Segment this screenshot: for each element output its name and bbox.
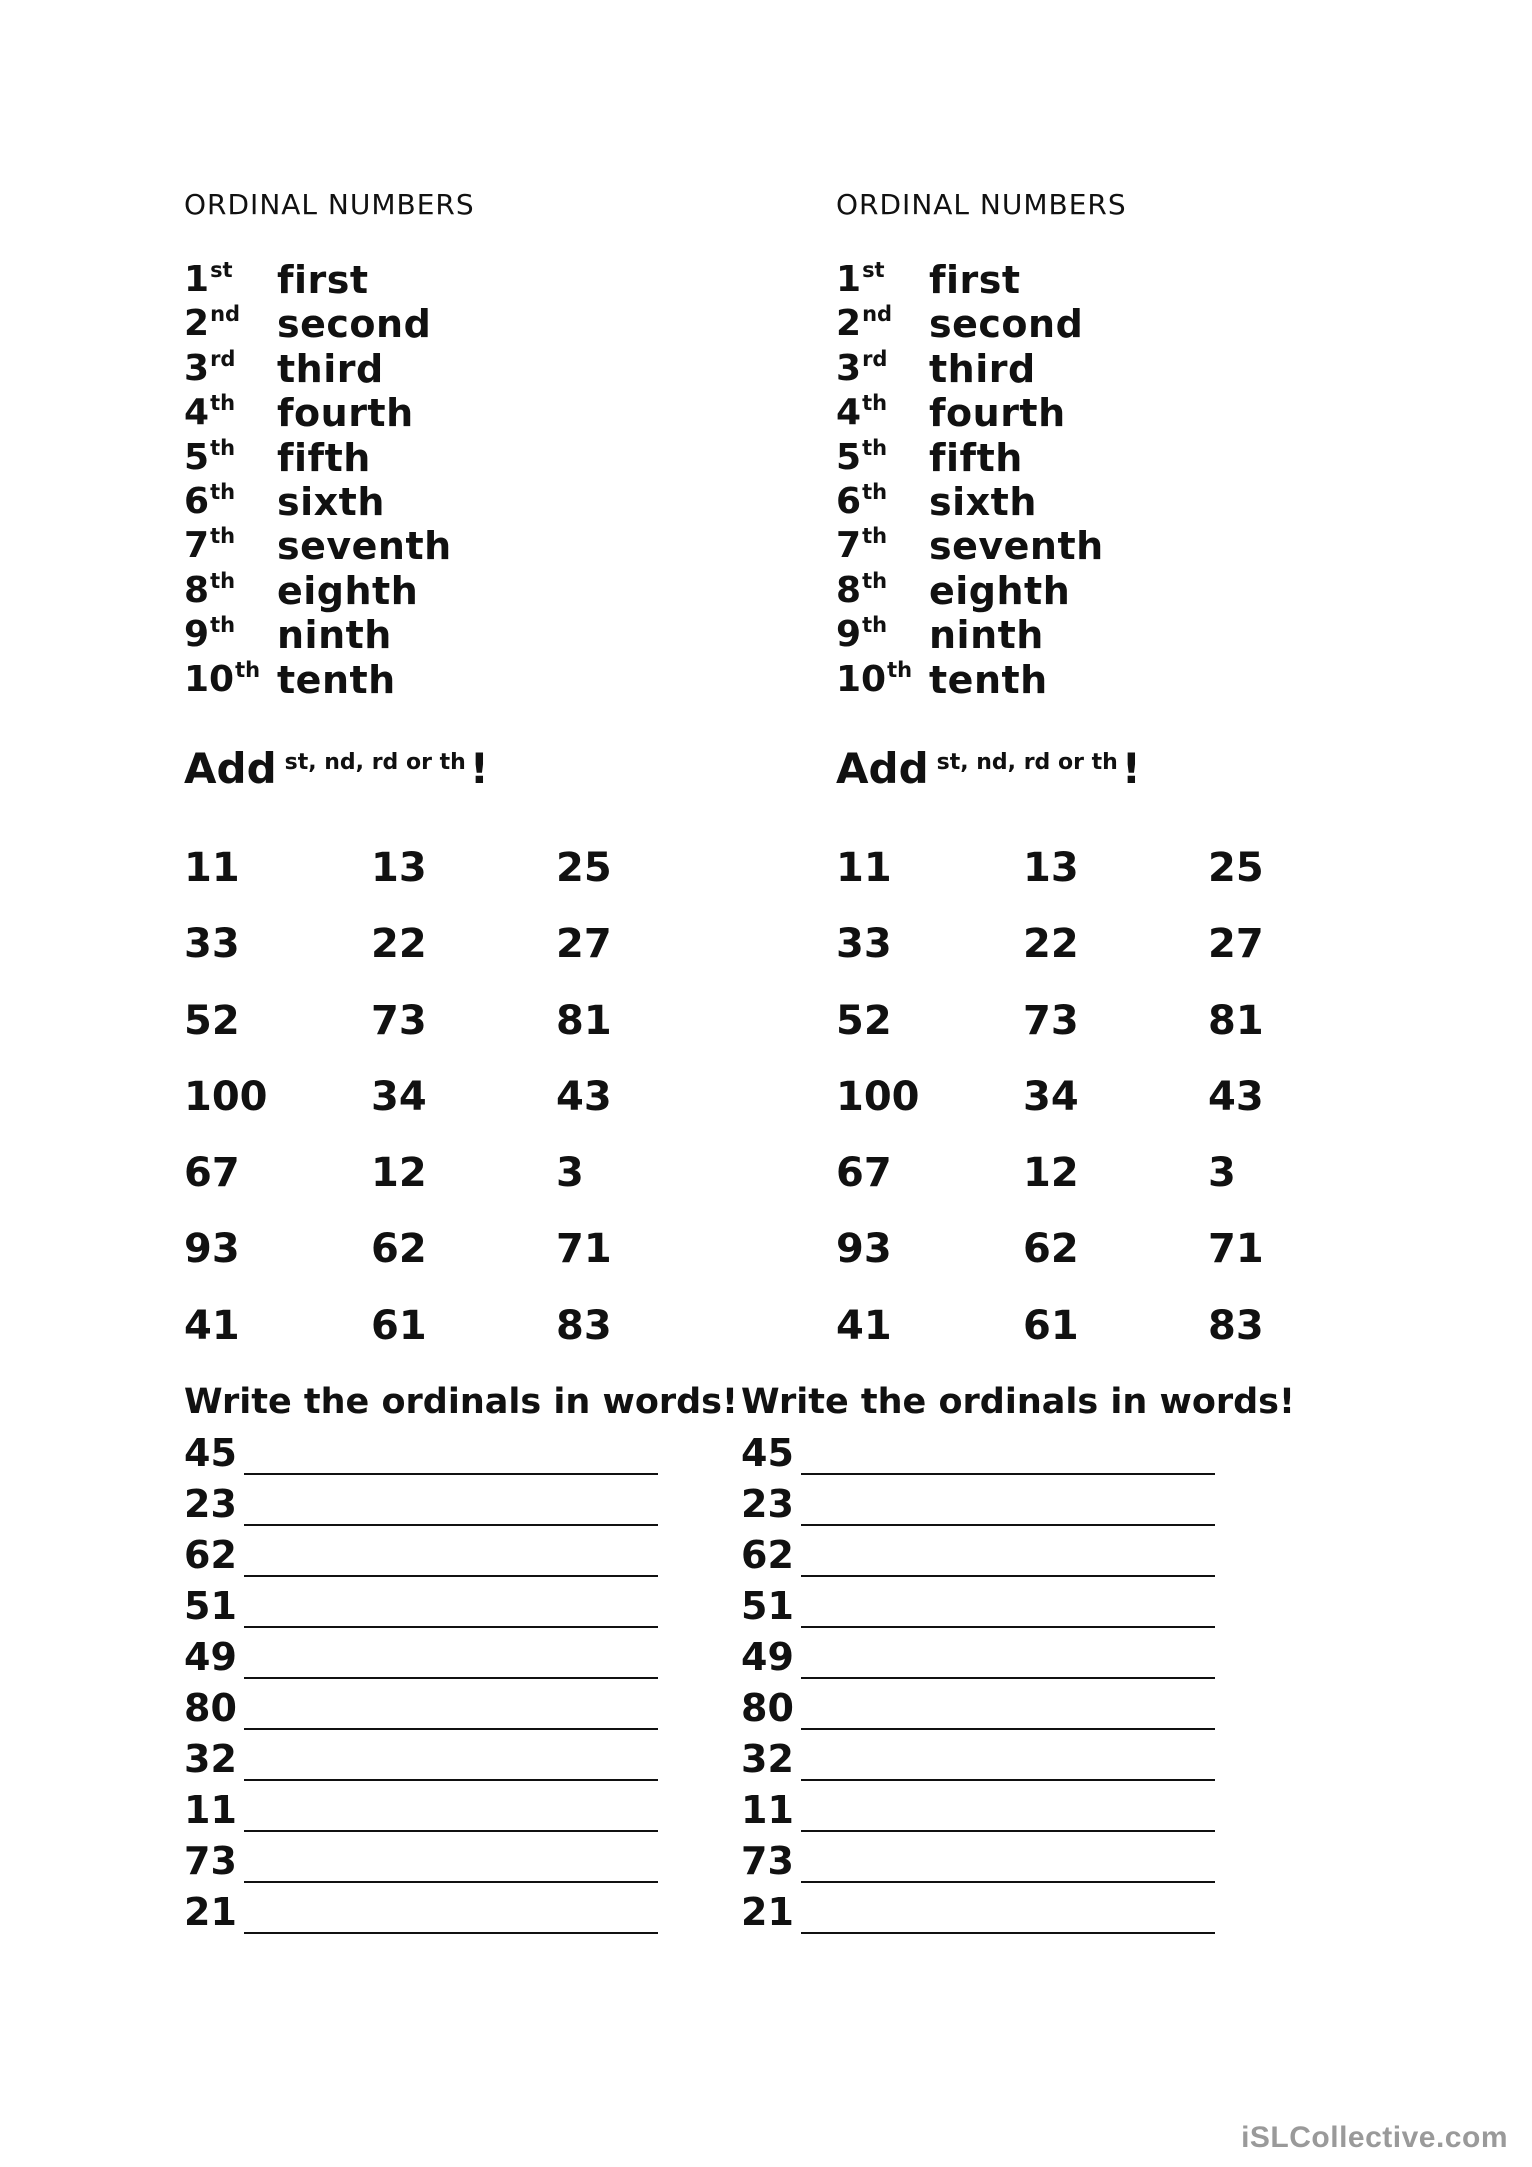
number-grid-row [184,1074,784,1150]
exclamation-mark: ! [1121,744,1141,793]
ordinal-word: fourth [929,391,1066,436]
answer-blank-line[interactable] [801,1677,1215,1679]
ordinal-word: second [929,302,1084,347]
watermark-text: iSLCollective.com [1241,2121,1508,2154]
ordinal-row [836,658,1356,702]
number-cell: 22 [371,921,427,968]
ordinal-word: first [277,258,369,302]
number-cell: 33 [184,921,240,968]
number-cell: 100 [184,1073,268,1120]
number-grid-row [184,921,784,997]
number-cell: 25 [1208,845,1264,891]
answer-blank-line[interactable] [801,1728,1215,1730]
number-cell: 3 [1208,1150,1236,1197]
ordinal-word: ninth [277,613,392,658]
ordinal-row [184,524,704,568]
number-grid-row [184,1226,784,1302]
ordinal-number [836,613,887,661]
number-cell: 43 [1208,1073,1264,1120]
ordinal-digit: 9 [836,614,862,656]
answer-blank-line[interactable] [244,1728,658,1730]
number-grid-row [836,921,1436,997]
ordinal-digit: 5 [184,436,210,478]
number-cell: 61 [1023,1302,1079,1349]
answer-blank-line[interactable] [801,1932,1215,1934]
answer-number: 32 [741,1737,794,1781]
ordinal-suffix: rd [210,346,236,371]
ordinal-number [184,480,235,528]
words-answer-list [184,1428,684,1938]
ordinal-digit: 6 [836,480,862,522]
number-cell: 34 [1023,1073,1079,1120]
ordinal-suffix: th [862,479,888,504]
answer-row [741,1632,1241,1683]
number-cell: 52 [836,997,892,1044]
ordinal-word: fourth [277,391,414,436]
answer-row [184,1683,684,1734]
answer-row [184,1428,684,1479]
answer-blank-line[interactable] [801,1881,1215,1883]
answer-row [741,1530,1241,1581]
ordinal-row [184,569,704,613]
number-cell: 12 [1023,1150,1079,1197]
number-cell: 33 [836,921,892,968]
ordinal-word: eighth [277,568,419,613]
ordinal-word: sixth [277,479,385,524]
ordinal-word: fifth [277,435,371,480]
ordinal-number [184,258,233,306]
answer-blank-line[interactable] [801,1779,1215,1781]
ordinal-word: sixth [929,479,1037,524]
answer-number: 49 [184,1635,237,1679]
suffix-options: st, nd, rd or th [936,750,1118,775]
ordinal-number [184,613,235,661]
answer-blank-line[interactable] [244,1881,658,1883]
answer-number: 80 [184,1686,237,1730]
add-suffix-instruction [836,744,1141,793]
answer-blank-line[interactable] [244,1779,658,1781]
ordinal-digit: 4 [836,392,862,434]
ordinal-word: third [929,346,1036,391]
ordinal-row [184,613,704,657]
answer-number: 32 [184,1737,237,1781]
ordinal-row [836,480,1356,524]
ordinal-row [836,569,1356,613]
ordinal-word: tenth [277,657,396,702]
answer-number: 49 [741,1635,794,1679]
number-cell: 13 [1023,845,1079,891]
answer-blank-line[interactable] [244,1677,658,1679]
number-cell: 81 [1208,997,1264,1044]
ordinal-suffix: nd [210,302,241,327]
answer-blank-line[interactable] [244,1626,658,1628]
ordinal-digit: 1 [184,259,210,300]
ordinal-word: eighth [929,568,1071,613]
answer-row [184,1785,684,1836]
ordinal-list [184,258,704,702]
number-cell: 93 [836,1226,892,1273]
ordinal-digit: 2 [184,303,210,345]
ordinal-word: seventh [277,524,452,569]
number-cell: 61 [371,1302,427,1349]
ordinal-word: first [929,258,1021,302]
number-cell: 43 [556,1073,612,1120]
answer-row [741,1479,1241,1530]
number-cell: 71 [1208,1226,1264,1273]
answer-row [184,1530,684,1581]
ordinal-digit: 10 [184,658,235,700]
answer-blank-line[interactable] [244,1830,658,1832]
ordinal-number [184,302,240,350]
answer-number: 23 [184,1482,237,1526]
words-section-title: Write the ordinals in words! [741,1382,1295,1422]
number-cell: 67 [184,1150,240,1197]
number-cell: 27 [556,921,612,968]
answer-row [741,1683,1241,1734]
answer-number: 21 [741,1890,794,1934]
ordinal-row [184,480,704,524]
number-cell: 3 [556,1150,584,1197]
answer-number: 51 [184,1584,237,1628]
ordinal-number [836,258,885,306]
ordinal-suffix: th [862,613,888,638]
answer-blank-line[interactable] [801,1524,1215,1526]
ordinal-suffix: th [862,435,888,460]
answer-row [741,1785,1241,1836]
ordinal-number [184,436,235,484]
ordinal-suffix: th [235,657,261,682]
ordinal-row [836,524,1356,568]
number-cell: 13 [371,845,427,891]
ordinal-suffix: th [862,391,888,416]
number-grid-row [184,1150,784,1226]
number-grid-row [836,1074,1436,1150]
number-grid-row [836,998,1436,1074]
answer-row [741,1836,1241,1887]
answer-number: 73 [184,1839,237,1883]
number-cell: 34 [371,1073,427,1120]
ordinal-number [836,524,887,572]
answer-number: 21 [184,1890,237,1934]
answer-blank-line[interactable] [801,1830,1215,1832]
answer-row [184,1632,684,1683]
suffix-options: st, nd, rd or th [284,750,466,775]
ordinal-suffix: th [210,479,236,504]
ordinal-row [836,302,1356,346]
ordinal-suffix: th [210,435,236,460]
ordinal-digit: 5 [836,436,862,478]
ordinal-suffix: th [210,613,236,638]
ordinal-digit: 10 [836,658,887,700]
number-cell: 11 [836,845,892,891]
answer-number: 62 [741,1533,794,1577]
ordinal-row [184,436,704,480]
ordinal-number [836,302,892,350]
ordinal-row [836,347,1356,391]
answer-row [741,1581,1241,1632]
answer-row [184,1836,684,1887]
number-cell: 83 [556,1302,612,1349]
number-grid-row [836,845,1436,921]
number-grid-row [836,1303,1436,1379]
add-label: Add [836,744,929,793]
answer-blank-line[interactable] [801,1575,1215,1577]
ordinal-row [184,258,704,302]
ordinal-digit: 3 [836,347,862,389]
answer-number: 11 [184,1788,237,1832]
answer-blank-line[interactable] [801,1626,1215,1628]
ordinal-digit: 8 [184,569,210,611]
number-cell: 11 [184,845,240,891]
add-label: Add [184,744,277,793]
answer-row [184,1887,684,1938]
number-cell: 41 [836,1302,892,1349]
answer-row [741,1734,1241,1785]
ordinal-suffix: th [862,568,888,593]
ordinal-row [836,613,1356,657]
ordinal-suffix: nd [862,302,893,327]
number-cell: 22 [1023,921,1079,968]
ordinal-number [184,347,235,395]
answer-number: 62 [184,1533,237,1577]
ordinal-list [836,258,1356,702]
answer-blank-line[interactable] [244,1932,658,1934]
ordinal-row [836,391,1356,435]
ordinal-row [184,302,704,346]
ordinal-word: third [277,346,384,391]
number-grid-row [836,1150,1436,1226]
ordinal-digit: 1 [836,259,862,300]
ordinal-digit: 3 [184,347,210,389]
ordinal-suffix: st [210,258,233,282]
ordinal-suffix: th [210,568,236,593]
ordinal-word: seventh [929,524,1104,569]
page-heading: ORDINAL NUMBERS [836,188,1127,221]
number-cell: 52 [184,997,240,1044]
number-grid-row [836,1226,1436,1302]
answer-number: 45 [741,1431,794,1475]
number-cell: 83 [1208,1302,1264,1349]
number-cell: 73 [1023,997,1079,1044]
answer-number: 45 [184,1431,237,1475]
number-cell: 41 [184,1302,240,1349]
ordinal-number [836,658,912,706]
ordinal-word: second [277,302,432,347]
number-cell: 73 [371,997,427,1044]
answer-row [184,1734,684,1785]
number-cell: 71 [556,1226,612,1273]
number-cell: 93 [184,1226,240,1273]
ordinal-number [184,569,235,617]
number-cell: 81 [556,997,612,1044]
number-cell: 62 [1023,1226,1079,1273]
ordinal-number [836,347,887,395]
ordinal-suffix: th [862,524,888,549]
answer-row [184,1479,684,1530]
ordinal-suffix: rd [862,346,888,371]
words-section-title: Write the ordinals in words! [184,1382,738,1422]
answer-number: 11 [741,1788,794,1832]
ordinal-row [836,258,1356,302]
ordinal-row [184,347,704,391]
answer-row [741,1428,1241,1479]
ordinal-row [836,436,1356,480]
ordinal-number [184,391,235,439]
ordinal-suffix: st [862,258,885,282]
page-heading: ORDINAL NUMBERS [184,188,475,221]
number-grid-row [184,998,784,1074]
answer-blank-line[interactable] [801,1473,1215,1475]
answer-row [741,1887,1241,1938]
ordinal-suffix: th [887,657,913,682]
number-cell: 62 [371,1226,427,1273]
answer-row [184,1581,684,1632]
number-cell: 12 [371,1150,427,1197]
answer-number: 51 [741,1584,794,1628]
ordinal-digit: 8 [836,569,862,611]
ordinal-number [836,391,887,439]
ordinal-suffix: th [210,391,236,416]
ordinal-digit: 6 [184,480,210,522]
ordinal-number [836,436,887,484]
ordinal-digit: 7 [836,525,862,567]
ordinal-number [184,524,235,572]
number-cell: 25 [556,845,612,891]
ordinal-digit: 9 [184,614,210,656]
answer-number: 73 [741,1839,794,1883]
number-grid [836,845,1436,1379]
answer-number: 80 [741,1686,794,1730]
ordinal-number [184,658,260,706]
ordinal-word: tenth [929,657,1048,702]
ordinal-digit: 2 [836,303,862,345]
number-cell: 100 [836,1073,920,1120]
ordinal-word: fifth [929,435,1023,480]
number-grid-row [184,845,784,921]
ordinal-word: ninth [929,613,1044,658]
answer-number: 23 [741,1482,794,1526]
number-grid [184,845,784,1379]
answer-blank-line[interactable] [244,1473,658,1475]
exclamation-mark: ! [469,744,489,793]
ordinal-number [836,569,887,617]
number-cell: 67 [836,1150,892,1197]
answer-blank-line[interactable] [244,1524,658,1526]
ordinal-row [184,658,704,702]
ordinal-number [836,480,887,528]
ordinal-suffix: th [210,524,236,549]
ordinal-row [184,391,704,435]
number-grid-row [184,1303,784,1379]
words-answer-list [741,1428,1241,1938]
ordinal-digit: 7 [184,525,210,567]
ordinal-digit: 4 [184,392,210,434]
number-cell: 27 [1208,921,1264,968]
answer-blank-line[interactable] [244,1575,658,1577]
add-suffix-instruction [184,744,489,793]
